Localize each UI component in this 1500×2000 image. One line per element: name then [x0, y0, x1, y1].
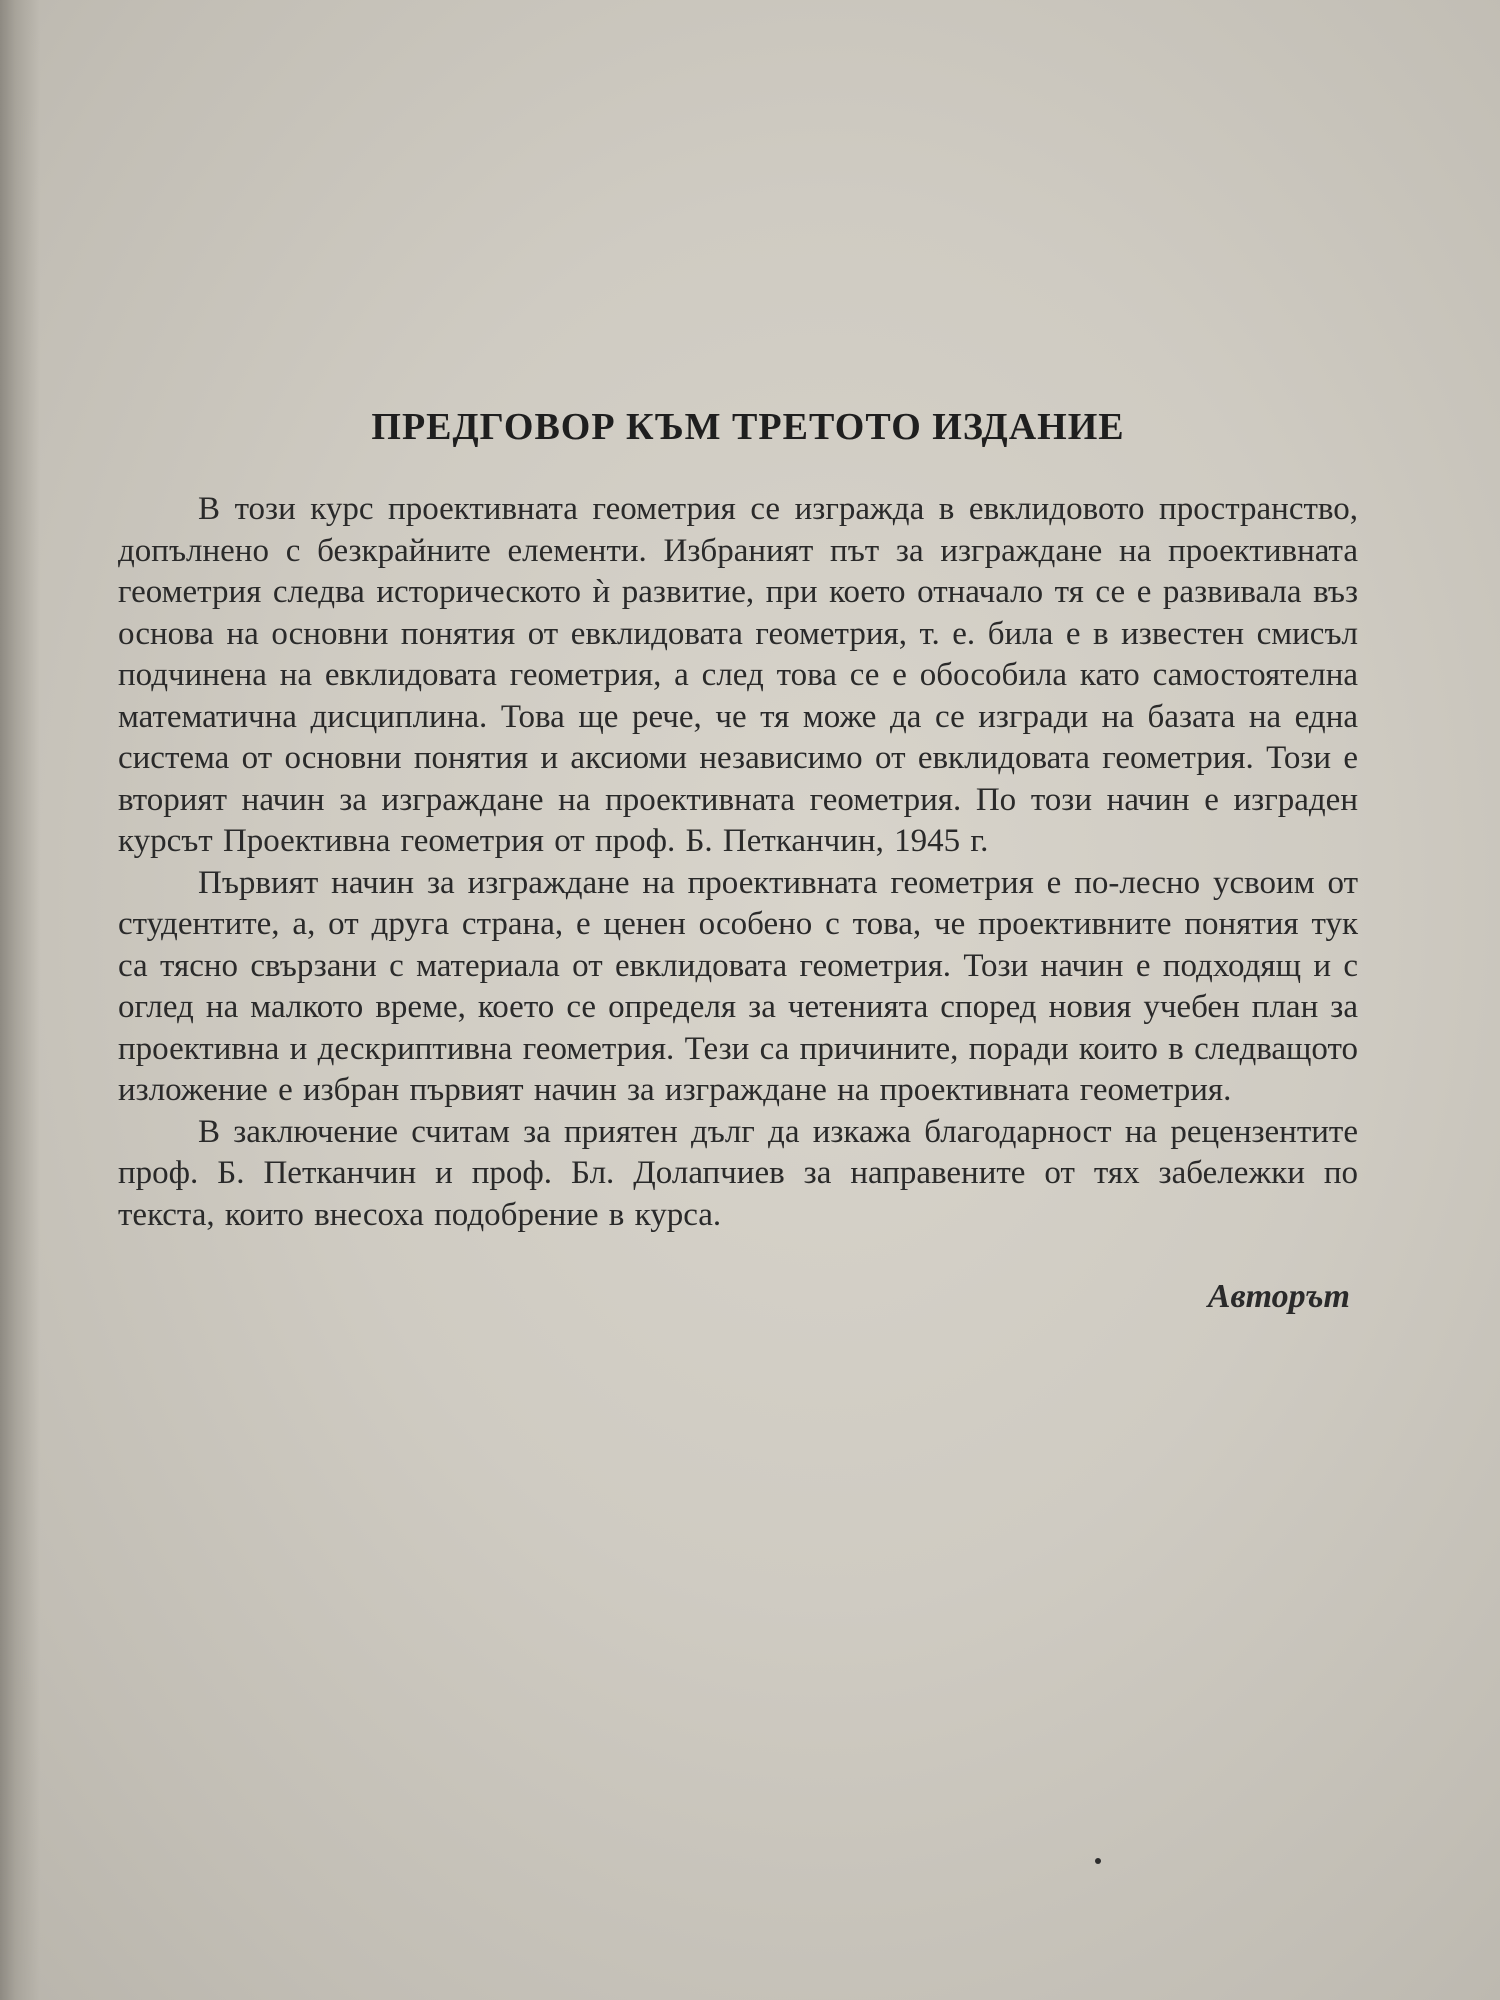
page-gutter-shadow: [0, 0, 40, 2000]
page-heading: ПРЕДГОВОР КЪМ ТРЕТОТО ИЗДАНИЕ: [371, 406, 1125, 448]
page-content: [118, 405, 1358, 1316]
ink-speck: [1095, 1858, 1101, 1864]
author-signature: Авторът: [1207, 1278, 1350, 1315]
paragraph-2: Първият начин за изграждане на проективната геометрия е по-лесно усвоим от студентите, а, от друга страна, е ценен особено с това, че проективните понятия тук са тясно свързани с материала от евклидовата геометрия. Този начин е подходящ и с оглед на малкото време, което се определя за четенията според новия учебен план за проективна и дескриптивна геометрия. Тези са причините, поради които в следващото изложение е избран първият начин за изграждане на проективната геометрия.: [118, 864, 1358, 1108]
paragraph-3: В заключение считам за приятен дълг да изкажа благодарност на рецензентите проф. Б. Петканчин и проф. Бл. Долапчиев за направените от тях забележки по текста, които внесоха подобрение в курса.: [118, 1113, 1358, 1233]
paragraph-1: В този курс проективната геометрия се изгражда в евклидовото пространство, допълнено с безкрайните елементи. Избраният път за изграждане на проективната геометрия следва историческото ѝ развитие, при което отначало тя се е развивала въз основа на основни понятия от евклидовата геометрия, т. е. била е в известен смисъл подчинена на евклидовата геометрия, а след това се е обособила като самостоятелна математична дисциплина. Това ще рече, че тя може да се изгради на базата на една система от основни понятия и аксиоми независимо от евклидовата геометрия. Този е вторият начин за изграждане на проективната геометрия. По този начин е изграден курсът Проективна геометрия от проф. Б. Петканчин, 1945 г.: [118, 491, 1358, 859]
